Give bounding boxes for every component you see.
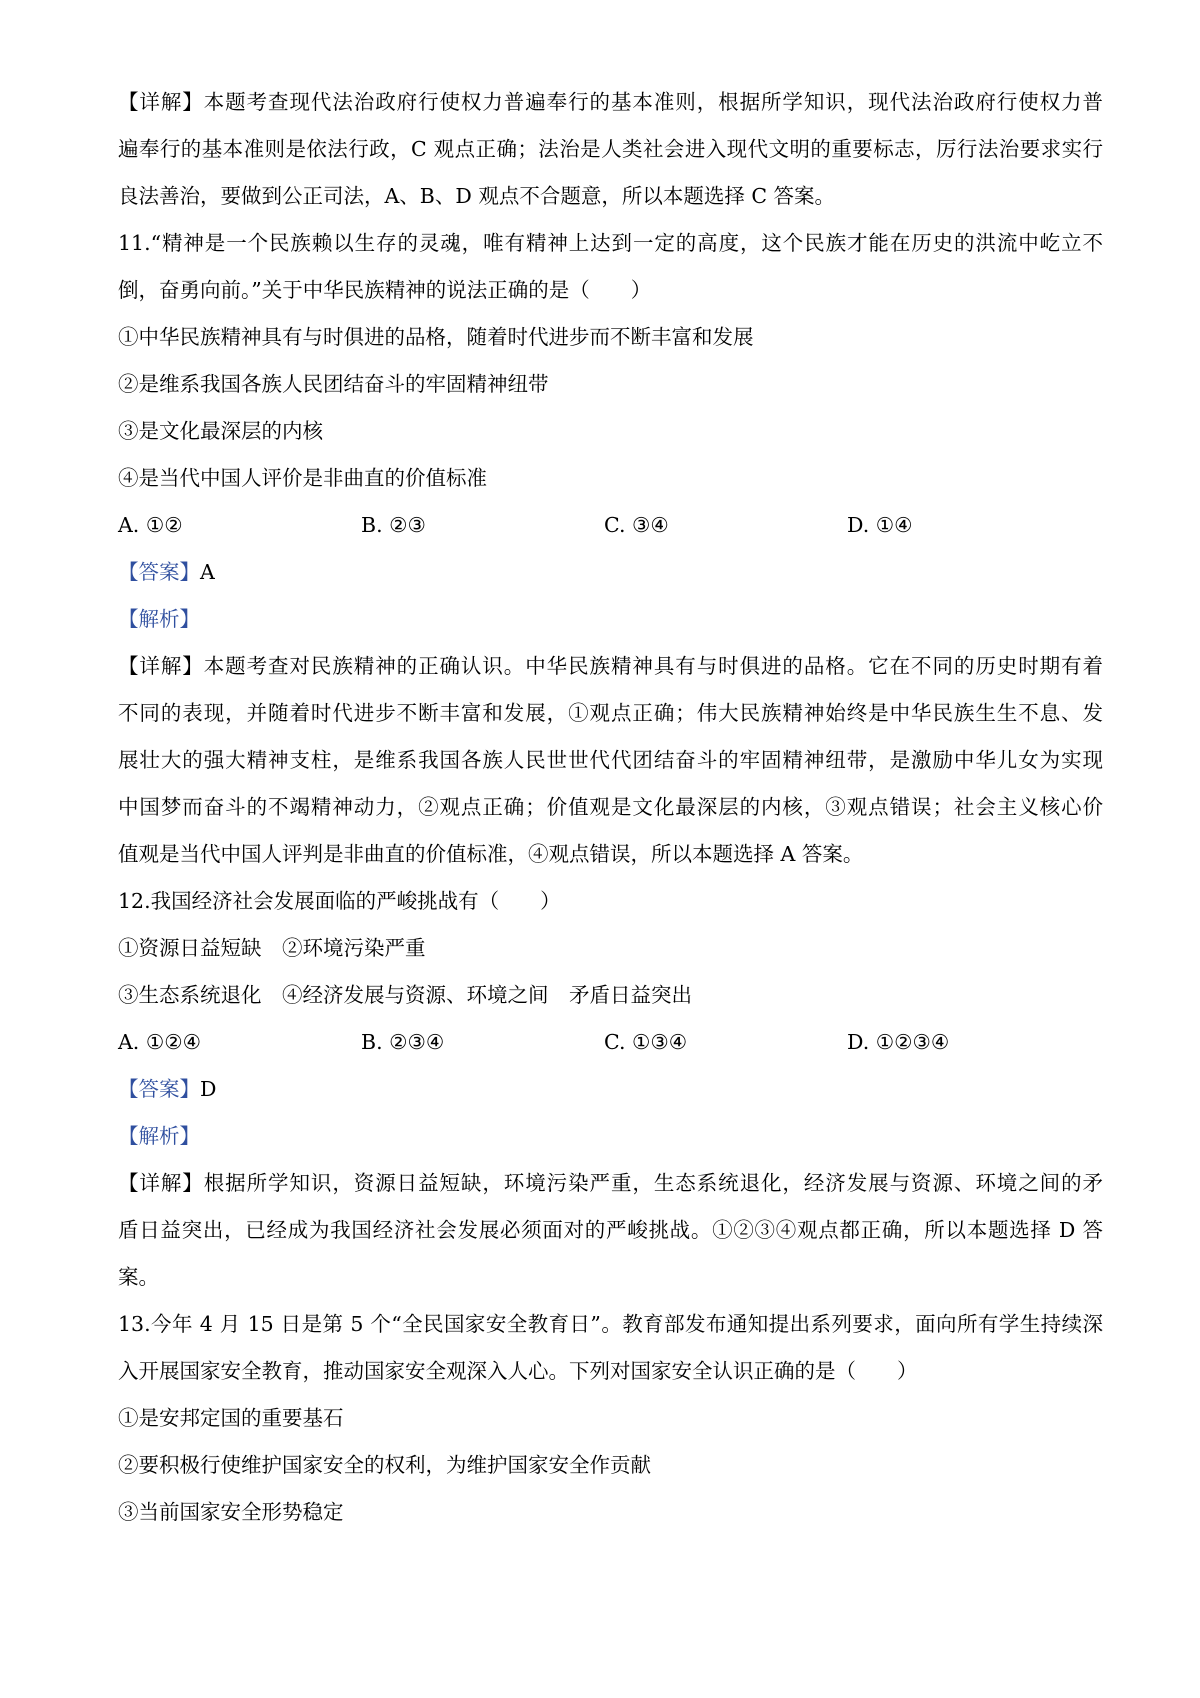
analysis-heading (118, 1122, 1103, 1150)
section-tag: 【答案】 (118, 560, 200, 584)
text-line: ④是当代中国人评价是非曲直的价值标准 (118, 466, 487, 490)
text-line: 倒，奋勇向前。”关于中华民族精神的说法正确的是（ ） (118, 278, 652, 302)
text-line: 盾日益突出，已经成为我国经济社会发展必须面对的严峻挑战。①②③④观点都正确，所以本题选择 D 答 (118, 1218, 1103, 1242)
answer-value: D (200, 1077, 217, 1101)
text-line: ③生态系统退化 ④经济发展与资源、环境之间 矛盾日益突出 (118, 983, 692, 1007)
answer-line (118, 558, 1103, 586)
text-line: ③当前国家安全形势稳定 (118, 1500, 344, 1524)
text-line: 展壮大的强大精神支柱，是维系我国各族人民世世代代团结奋斗的牢固精神纽带，是激励中华儿女为实现 (118, 748, 1103, 772)
text-line: 【详解】根据所学知识，资源日益短缺，环境污染严重，生态系统退化，经济发展与资源、环境之间的矛 (118, 1171, 1103, 1195)
option-d: D. ①②③④ (847, 1030, 950, 1054)
option-a: A. ①② (118, 513, 183, 537)
answer-value: A (200, 560, 215, 584)
option-c: C. ①③④ (604, 1030, 688, 1054)
section-tag: 【解析】 (118, 1124, 200, 1148)
text-line: ②是维系我国各族人民团结奋斗的牢固精神纽带 (118, 372, 549, 396)
text-line: 【详解】本题考查对民族精神的正确认识。中华民族精神具有与时俱进的品格。它在不同的历史时期有着 (118, 654, 1103, 678)
text-line: 入开展国家安全教育，推动国家安全观深入人心。下列对国家安全认识正确的是（ ） (118, 1359, 918, 1383)
text-line: 【详解】本题考查现代法治政府行使权力普遍奉行的基本准则，根据所学知识，现代法治政府行使权力普 (118, 90, 1103, 114)
option-a: A. ①②④ (118, 1030, 201, 1054)
text-line: 良法善治，要做到公正司法，A、B、D 观点不合题意，所以本题选择 C 答案。 (118, 184, 836, 208)
text-line: 不同的表现，并随着时代进步不断丰富和发展，①观点正确；伟大民族精神始终是中华民族生生不息、发 (118, 701, 1103, 725)
text-line: 11.“精神是一个民族赖以生存的灵魂，唯有精神上达到一定的高度，这个民族才能在历史的洪流中屹立不 (118, 231, 1103, 255)
text-line: ①是安邦定国的重要基石 (118, 1406, 344, 1430)
option-c: C. ③④ (604, 513, 669, 537)
answer-line (118, 1075, 1103, 1103)
text-line: 遍奉行的基本准则是依法行政，C 观点正确；法治是人类社会进入现代文明的重要标志，厉行法治要求实行 (118, 137, 1103, 161)
text-line: 值观是当代中国人评判是非曲直的价值标准，④观点错误，所以本题选择 A 答案。 (118, 842, 864, 866)
text-line: ②要积极行使维护国家安全的权利，为维护国家安全作贡献 (118, 1453, 651, 1477)
option-b: B. ②③ (361, 513, 426, 537)
text-line: 中国梦而奋斗的不竭精神动力，②观点正确；价值观是文化最深层的内核，③观点错误；社会主义核心价 (118, 795, 1103, 819)
section-tag: 【答案】 (118, 1077, 200, 1101)
analysis-heading (118, 605, 1103, 633)
text-line: 案。 (118, 1265, 159, 1289)
text-line: ③是文化最深层的内核 (118, 419, 323, 443)
option-b: B. ②③④ (361, 1030, 445, 1054)
option-d: D. ①④ (847, 513, 913, 537)
answer-options (118, 511, 1103, 539)
text-line: ①中华民族精神具有与时俱进的品格，随着时代进步而不断丰富和发展 (118, 325, 754, 349)
section-tag: 【解析】 (118, 607, 200, 631)
answer-options (118, 1028, 1103, 1056)
text-line: ①资源日益短缺 ②环境污染严重 (118, 936, 426, 960)
text-line: 13.今年 4 月 15 日是第 5 个“全民国家安全教育日”。教育部发布通知提出系列要求，面向所有学生持续深 (118, 1312, 1103, 1336)
text-line: 12.我国经济社会发展面临的严峻挑战有（ ） (118, 889, 561, 913)
